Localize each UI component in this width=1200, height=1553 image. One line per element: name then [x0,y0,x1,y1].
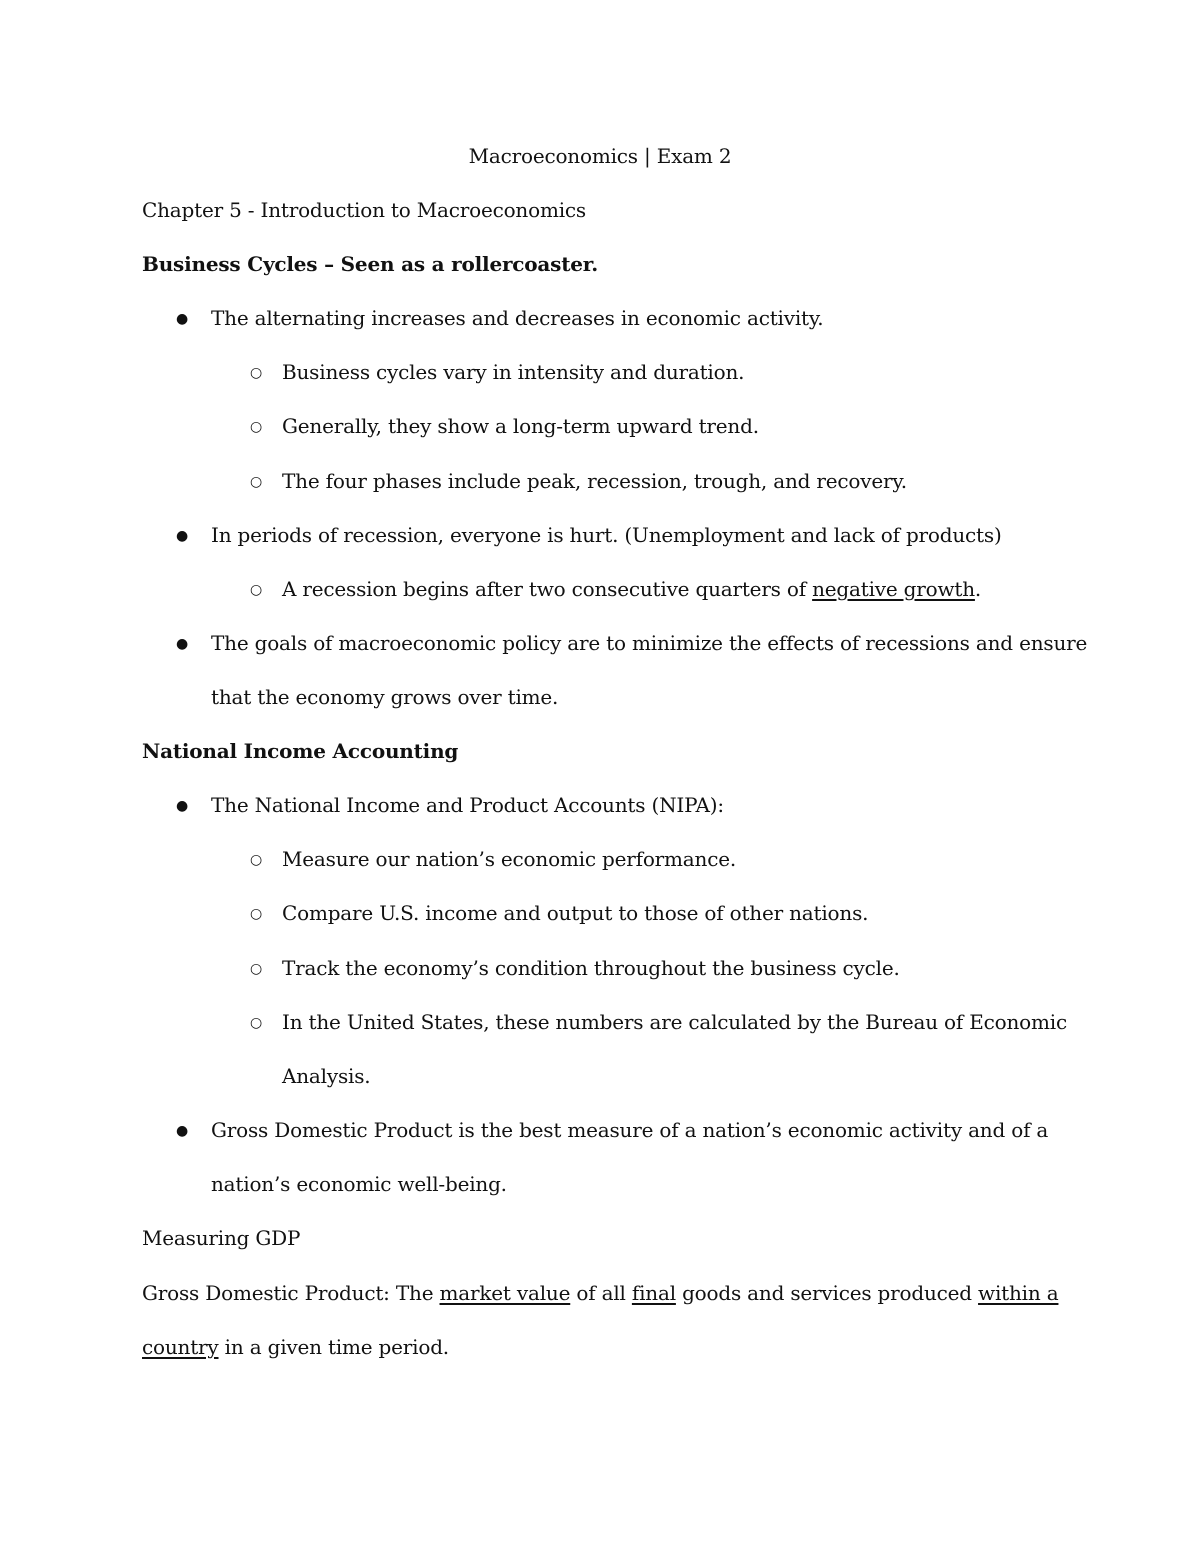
section-heading-business-cycles: Business Cycles – Seen as a rollercoaster. [142,252,599,276]
sub-bullet-icon: ○ [250,961,263,977]
list-item: Gross Domestic Product is the best measure of a nation’s economic activity and of a [211,1118,1049,1142]
list-item: In periods of recession, everyone is hurt. (Unemployment and lack of products) [211,523,1002,547]
list-item: Track the economy’s condition throughout the business cycle. [282,956,900,980]
underlined-term: final [631,1281,676,1305]
list-item: The alternating increases and decreases in economic activity. [211,306,824,330]
sub-bullet-icon: ○ [250,474,263,490]
definition-paragraph: Gross Domestic Product: The market value of all final goods and services produced within a [142,1281,1059,1305]
bullet-icon: ● [176,636,189,652]
list-item: Generally, they show a long-term upward trend. [282,414,759,438]
list-item: The National Income and Product Accounts (NIPA): [211,793,724,817]
underlined-term: within a [978,1281,1059,1305]
sub-bullet-icon: ○ [250,365,263,381]
subheading-measuring-gdp: Measuring GDP [142,1226,301,1250]
list-item: The goals of macroeconomic policy are to minimize the effects of recessions and ensure [211,631,1088,655]
definition-paragraph-continuation: country in a given time period. [142,1335,449,1359]
section-heading-national-income: National Income Accounting [142,739,459,763]
list-item-continuation: nation’s economic well-being. [211,1172,507,1196]
list-item: A recession begins after two consecutive quarters of negative growth. [282,577,982,601]
sub-bullet-icon: ○ [250,906,263,922]
chapter-heading: Chapter 5 - Introduction to Macroeconomics [142,198,586,222]
bullet-icon: ● [176,1123,189,1139]
list-item: In the United States, these numbers are calculated by the Bureau of Economic [282,1010,1067,1034]
list-item-continuation: Analysis. [282,1064,371,1088]
list-item-continuation: that the economy grows over time. [211,685,559,709]
document-title: Macroeconomics | Exam 2 [468,144,732,168]
sub-bullet-icon: ○ [250,1015,263,1031]
list-item: The four phases include peak, recession, trough, and recovery. [282,469,907,493]
list-item: Compare U.S. income and output to those of other nations. [282,901,869,925]
sub-bullet-icon: ○ [250,419,263,435]
sub-bullet-icon: ○ [250,852,263,868]
underlined-term: market value [439,1281,571,1305]
list-item: Measure our nation’s economic performance. [282,847,737,871]
sub-bullet-icon: ○ [250,582,263,598]
bullet-icon: ● [176,798,189,814]
underlined-term: negative growth [812,577,975,601]
underlined-term: country [142,1335,219,1359]
list-item: Business cycles vary in intensity and duration. [282,360,745,384]
bullet-icon: ● [176,528,189,544]
bullet-icon: ● [176,311,189,327]
